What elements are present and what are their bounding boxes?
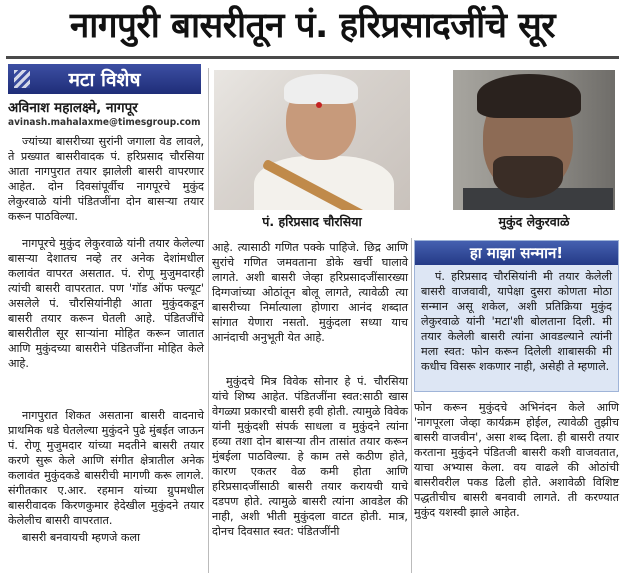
paragraph: नागपूरचे मुकुंद लेकुरवाळे यांनी तयार केलेल्या बासऱ्या देशातच नव्हे तर अनेक देशांमधील कलावंत वापरत असतात. पं. रोणू मुजुमदारही त्यांची बासरी वापरतात. पण 'गॉड ऑफ फ्ल्यूट' असलेले पं. चौरसियांनीही आता मुकुंदकडून बासरी तयार करून घेतली आहे. पंडितजींचे बासरीतील सूर साऱ्यांना मोहित करून जातात आणि मुकुंदच्या बासरीने पंडितजींना मोहित केले आहे. [8, 237, 204, 370]
article-col1-para3 [8, 408, 204, 547]
article-col1-intro [8, 134, 204, 226]
paragraph: मुकुंदचे मित्र विवेक सोनार हे पं. चौरसिया यांचे शिष्य आहेत. पंडितजींना स्वत:साठी खास वेगळ्या प्रकारची बासरी हवी होती. त्यामुळे विवेक यांनी मुकुंदशी संपर्क साधला व मुकुंदने त्यांना हव्या तशा दोन बासऱ्या तीन तासांत तयार करून मुंबईला पाठविल्या. हे काम तसे कठीण होते, कारण एकतर वेळ कमी होता आणि हरिप्रसादजींसाठी बासरी तयार करायची याचे दडपण होते. त्यामुळे बासरी त्यांना आवडेल की नाही, अशी भीती मुकुंदला वाटत होती. मात्र, दोनच दिवसात स्वत: पंडितजींनी [212, 375, 408, 538]
paragraph: बासरी बनवायची म्हणजे कला [22, 531, 140, 544]
section-tag-label: मटा विशेष [68, 69, 141, 91]
headline: नागपुरी बासरीतून पं. हरिप्रसादजींचे सूर [69, 6, 556, 46]
sidebar-box-title: हा माझा सन्मान! [415, 241, 618, 265]
column-divider [411, 238, 412, 573]
byline-email: avinash.mahalaxme@timesgroup.com [8, 117, 201, 128]
photo-mukund-lekurwale [453, 70, 615, 210]
article-col1-para2 [8, 236, 204, 373]
byline: अविनाश महालक्ष्मे, नागपूर [8, 100, 138, 116]
article-col2-para2 [212, 374, 408, 541]
photo-caption-left: पं. हरिप्रसाद चौरसिया [262, 214, 362, 229]
paragraph: नागपुरात शिकत असताना बासरी वादनाचे प्राथमिक धडे घेतलेल्या मुकुंदने पुढे मुंबईत जाऊन पं. रोणू मुजुमदार यांच्या मदतीने बासरी तयार करणे सुरू केले आणि संगीत क्षेत्रातील अनेक कलावंत मुकुंदकडे बासरीची मागणी करू लागले. संगीतकार ए.आर. रहमान यांच्या ग्रुपमधील बासरीवादक किरणकुमार हेदेखील मुकुंदने तयार केलेलीच बासरी वापरतात. [8, 409, 204, 527]
section-tag [8, 64, 201, 94]
paragraph: आहे. त्यासाठी गणित पक्के पाहिजे. छिद्र आणि सुरांचे गणित जमवताना डोके खर्ची घालावे लागते. अशी बासरी जेव्हा हरिप्रसादजींसारख्या दिग्गजांच्या ओठांतून बोलू लागते, त्यावेळी त्या बासरीच्या निर्मात्याला होणारा आनंद शब्दात सांगात येणारा नसतो. मुकुंदला सध्या याच आनंदाची अनुभूती येत आहे. [212, 241, 408, 344]
sidebar-box [414, 240, 619, 392]
paragraph: पं. हरिप्रसाद चौरसियांनी मी तयार केलेली बासरी वाजवावी, यापेक्षा दुसरा कोणता मोठा सन्मान असू शकेल, अशी प्रतिक्रिया मुकुंद लेकुरवाळे यांनी 'मटा'शी बोलताना दिली. मी तयार केलेली बासरी त्यांना आवडल्याने त्यांनी मला स्वत: फोन करून दिलेली शाबासकी मी कधीच विसरू शकणार नाही, असेही ते म्हणाले. [421, 270, 612, 373]
article-col2-para1 [212, 240, 408, 347]
paragraph: फोन करून मुकुंदचे अभिनंदन केले आणि 'नागपूरला जेव्हा कार्यक्रम होईल, त्यावेळी तुझीच बासरी वाजवीन', असा शब्द दिला. ही बासरी तयार करताना मुकुंदने पंडितजी बासरी कशी वाजवतात, याचा अभ्यास केला. वय वाढले की ओठांची बासरीवरील पकड ढिली होते. अशावेळी विशिष्ट पद्धतीचीच बासरी बनवावी लागते. ती करण्यात मुकुंद यशस्वी झाले आहेत. [414, 401, 619, 519]
tag-pattern-icon [14, 70, 30, 88]
photo-hariprasad-chaurasia [214, 70, 410, 210]
headline-rule [6, 56, 619, 59]
article-col3-para [414, 400, 619, 522]
paragraph: ज्यांच्या बासरीच्या सुरांनी जगाला वेड लावले, ते प्रख्यात बासरीवादक पं. हरिप्रसाद चौरसिया आता नागपुरात तयार झालेली बासरी वापरणार आहेत. दोन दिवसांपूर्वीच नागपूरचे मुकुंद लेकुरवाळे यांनी पंडितजींना दोन बासऱ्या तयार करून पाठविल्या. [8, 135, 204, 223]
column-divider [208, 68, 209, 573]
photo-caption-right: मुकुंद लेकुरवाळे [498, 214, 570, 229]
sidebar-box-body [415, 265, 618, 378]
